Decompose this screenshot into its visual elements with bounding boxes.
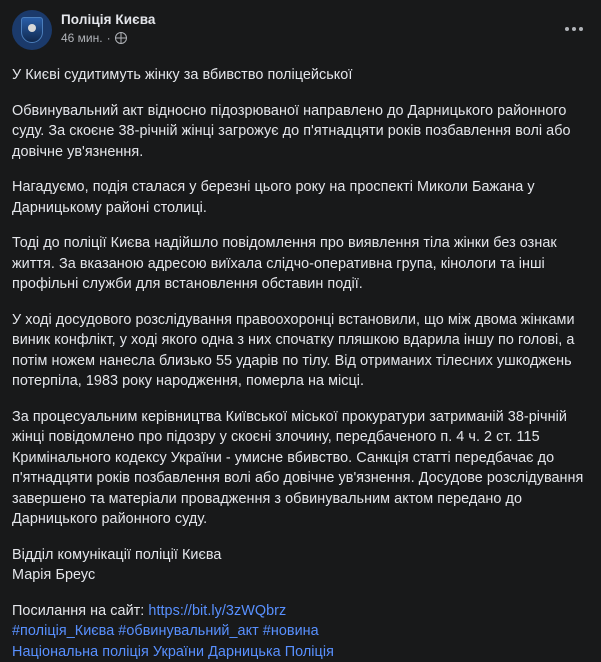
page-name[interactable]: Поліція Києва xyxy=(61,11,156,28)
post-hashtags[interactable]: #поліція_Києва #обвинувальний_акт #новина xyxy=(12,621,589,642)
post-author-block xyxy=(61,10,156,45)
police-shield-avatar-icon xyxy=(21,17,43,43)
post-mentions[interactable]: Національна поліція України Дарницька Поліція xyxy=(12,642,589,662)
post-paragraph: Тоді до поліції Києва надійшло повідомлення про виявлення тіла жінки без ознак життя. За вказаною адресою виїхала слідчо-оперативна група, кінологи та інші профільні служби для встановлення обставин події. xyxy=(12,233,589,295)
post-paragraph: За процесуальним керівництва Київської міської прокуратури затриманій 38-річній жінці повідомлено про підозру у скоєні злочину, передбаченого п. 4 ч. 2 ст. 115 Кримінального кодексу України - умисне вбивство. Санкція статті передбачає до п'ятнадцяти років позбавлення волі або довічне ув'язнення. Досудове розслідування завершено та матеріали провадження з обвинувальним актом передано до Дарницького районного суду. xyxy=(12,407,589,530)
more-options-icon-dot xyxy=(572,27,576,31)
post-link-line xyxy=(12,601,589,622)
post-body xyxy=(12,65,589,662)
more-options-button[interactable] xyxy=(559,14,589,44)
post-paragraph: Обвинувальний акт відносно підозрюваної направлено до Дарницького районного суду. За скоєне 38-річній жінці загрожує до п'ятнадцяти років позбавлення волі або довічне ув'язнення. xyxy=(12,101,589,163)
link-prefix-label: Посилання на сайт: xyxy=(12,603,148,619)
post-paragraph: Нагадуємо, подія сталася у березні цього року на проспекті Миколи Бажана у Дарницькому районі столиці. xyxy=(12,177,589,218)
avatar[interactable] xyxy=(12,10,52,50)
post-paragraph: У ході досудового розслідування правоохоронці встановили, що між двома жінками виник конфлікт, у ході якого одна з них спочатку пляшкою вдарила іншу по голові, а потім ножем нанесла близько 55 ударів по тілу. Від отриманих тілесних ушкоджень потерпіла, 1983 року народження, померла на місці. xyxy=(12,310,589,392)
post-paragraph: У Києві судитимуть жінку за вбивство поліцейської xyxy=(12,65,589,86)
more-options-icon-dot xyxy=(565,27,569,31)
post-link[interactable]: https://bit.ly/3zWQbrz xyxy=(148,603,286,619)
more-options-icon-dot xyxy=(579,27,583,31)
globe-icon[interactable] xyxy=(115,32,127,44)
signature-department: Відділ комунікації поліції Києва xyxy=(12,545,589,566)
post-meta xyxy=(61,31,156,45)
post-header xyxy=(12,10,589,58)
timestamp[interactable]: 46 мин. xyxy=(61,31,103,45)
meta-separator: · xyxy=(107,31,111,45)
signature-author: Марія Бреус xyxy=(12,565,589,586)
